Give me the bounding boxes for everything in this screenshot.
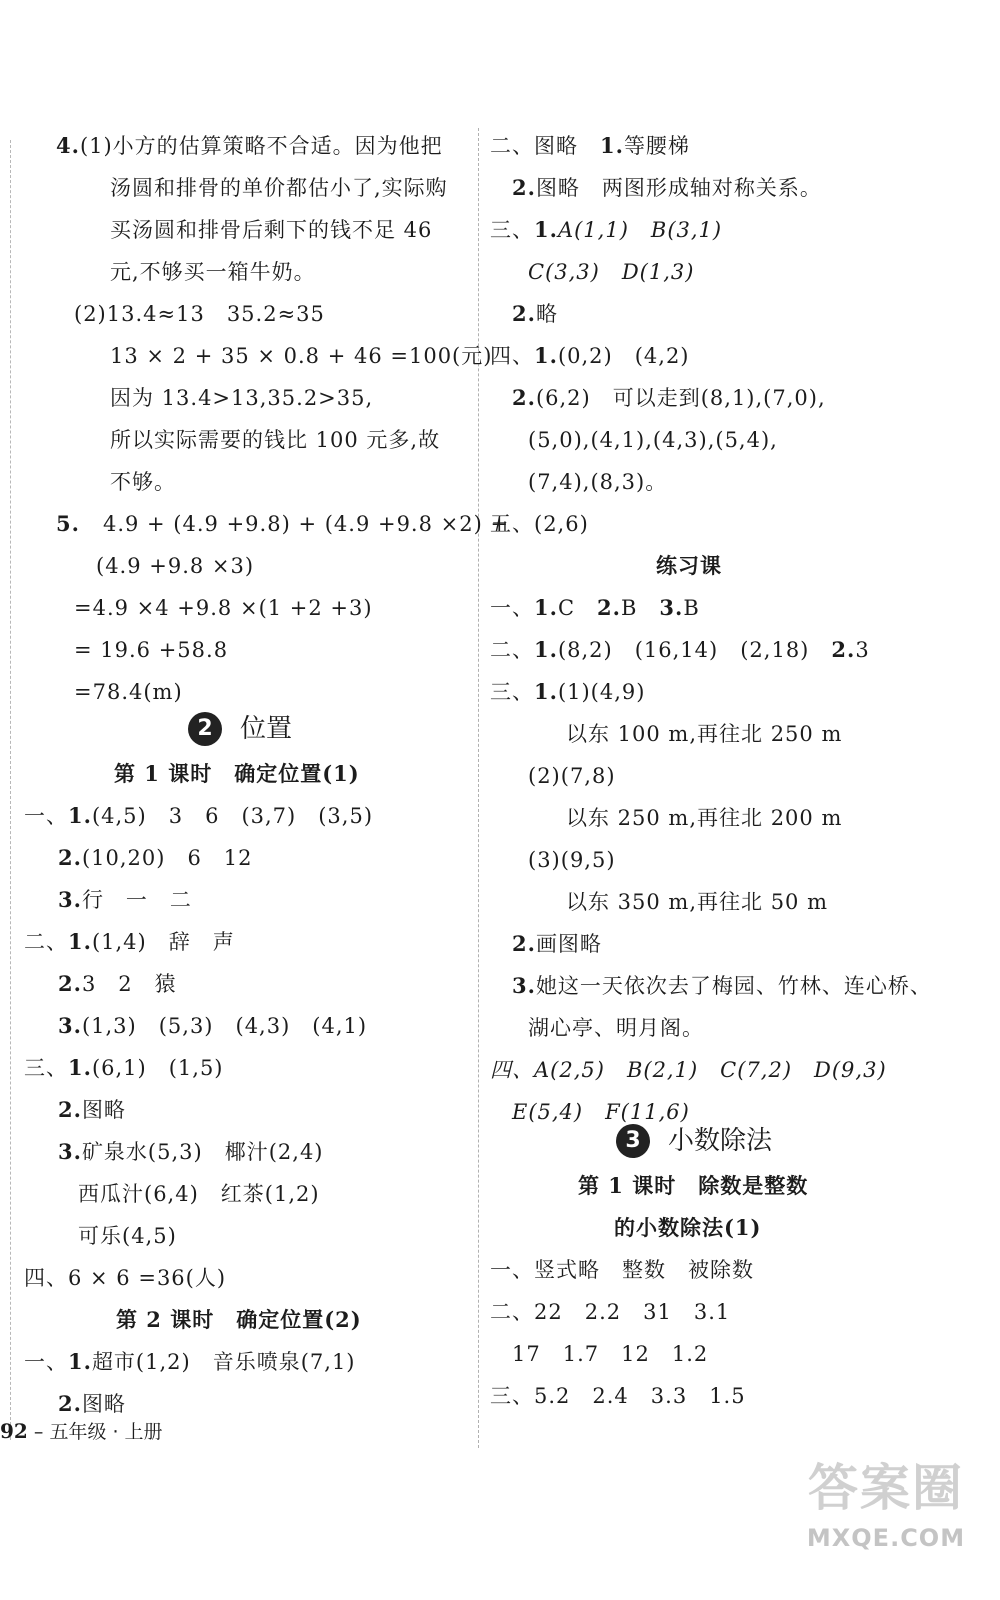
section-3-heading <box>616 1124 772 1158</box>
d-line-3: 17 1.7 12 1.2 <box>512 1342 709 1366</box>
section-2-heading <box>188 712 292 746</box>
l1-line-1: 一、1.(4,5) 3 6 (3,7) (3,5) <box>24 803 374 828</box>
p-line-10: 3.她这一天依次去了梅园、竹林、连心桥、 <box>512 973 932 998</box>
r-line-6: 四、1.(0,2) (4,2) <box>490 343 690 368</box>
lesson-2-title: 第 2 课时 确定位置(2) <box>116 1307 362 1332</box>
practice-title: 练习课 <box>656 553 722 578</box>
l1-line-5: 2.3 2 猿 <box>58 971 177 996</box>
r-line-7: 2.(6,2) 可以走到(8,1),(7,0), <box>512 385 826 410</box>
lesson-3-title-line-1: 第 1 课时 除数是整数 <box>578 1173 809 1198</box>
q4-line-4: 元,不够买一箱牛奶。 <box>110 260 316 284</box>
watermark-url: MXQE.COM <box>806 1524 966 1552</box>
lesson-3-title-line-2: 的小数除法(1) <box>614 1215 762 1240</box>
q4-line-2: 汤圆和排骨的单价都估小了,实际购 <box>110 176 448 200</box>
section-title: 小数除法 <box>668 1126 773 1156</box>
page-number: 92 <box>0 1419 28 1443</box>
l1-line-3: 3.行 一 二 <box>58 887 192 912</box>
d-line-1: 一、竖式略 整数 被除数 <box>490 1258 754 1282</box>
l1-line-7: 三、1.(6,1) (1,5) <box>24 1055 224 1080</box>
d-line-2: 二、22 2.2 31 3.1 <box>490 1300 731 1324</box>
q4-line-6: 13 × 2 + 35 × 0.8 + 46 =100(元) <box>110 344 493 368</box>
margin-dashed-line <box>10 140 11 1440</box>
q5-line-1: 5. 4.9 + (4.9 +9.8) + (4.9 +9.8 ×2) + <box>56 511 510 536</box>
r-line-1: 二、图略 1.等腰梯 <box>490 133 690 158</box>
page-footer <box>0 1418 163 1445</box>
r-line-10: 五、(2,6) <box>490 512 589 536</box>
l1-line-11: 可乐(4,5) <box>78 1224 177 1248</box>
q4-line-8: 所以实际需要的钱比 100 元多,故 <box>110 428 441 452</box>
q4-line-7: 因为 13.4>13,35.2>35, <box>110 386 374 410</box>
q4-line-3: 买汤圆和排骨后剩下的钱不足 46 <box>110 218 433 242</box>
l1-line-2: 2.(10,20) 6 12 <box>58 845 253 870</box>
p-line-9: 2.画图略 <box>512 931 602 956</box>
footer-dash: – <box>33 1421 44 1443</box>
p-line-2: 二、1.(8,2) (16,14) (2,18) 2.3 <box>490 637 870 662</box>
p-line-12: 四、A(2,5) B(2,1) C(7,2) D(9,3) <box>490 1058 887 1082</box>
p-line-4: 以东 100 m,再往北 250 m <box>566 722 843 746</box>
l1-line-6: 3.(1,3) (5,3) (4,3) (4,1) <box>58 1013 368 1038</box>
p-line-6: 以东 250 m,再往北 200 m <box>566 806 843 830</box>
r-line-2: 2.图略 两图形成轴对称关系。 <box>512 175 822 200</box>
r-line-9: (7,4),(8,3)。 <box>528 470 668 494</box>
q5-line-5: =78.4(m) <box>74 680 183 704</box>
l1-line-12: 四、6 × 6 =36(人) <box>24 1266 227 1290</box>
l2-line-1: 一、1.超市(1,2) 音乐喷泉(7,1) <box>24 1349 356 1374</box>
q5-line-4: = 19.6 +58.8 <box>74 638 229 662</box>
r-line-4: C(3,3) D(1,3) <box>528 260 695 284</box>
d-line-4: 三、5.2 2.4 3.3 1.5 <box>490 1384 746 1408</box>
p-line-11: 湖心亭、明月阁。 <box>528 1016 704 1040</box>
column-divider <box>478 128 479 1448</box>
l1-line-9: 3.矿泉水(5,3) 椰汁(2,4) <box>58 1139 324 1164</box>
q4-line-5: (2)13.4≈13 35.2≈35 <box>74 302 325 326</box>
q4-line-9: 不够。 <box>110 470 176 494</box>
l1-line-8: 2.图略 <box>58 1097 126 1122</box>
q4-line-1: 4.(1)小方的估算策略不合适。因为他把 <box>56 133 443 158</box>
q5-line-2: (4.9 +9.8 ×3) <box>96 554 255 578</box>
p-line-8: 以东 350 m,再往北 50 m <box>566 890 829 914</box>
p-line-3: 三、1.(1)(4,9) <box>490 679 646 704</box>
p-line-5: (2)(7,8) <box>528 764 616 788</box>
l2-line-2: 2.图略 <box>58 1391 126 1416</box>
lesson-1-title: 第 1 课时 确定位置(1) <box>114 761 360 786</box>
q5-line-3: =4.9 ×4 +9.8 ×(1 +2 +3) <box>74 596 373 620</box>
watermark-logo <box>796 1452 976 1592</box>
section-title: 位置 <box>240 714 293 744</box>
r-line-8: (5,0),(4,1),(4,3),(5,4), <box>528 428 778 452</box>
section-number-badge: 2 <box>188 712 222 746</box>
p-line-13: E(5,4) F(11,6) <box>512 1100 690 1124</box>
section-number-badge: 3 <box>616 1124 650 1158</box>
p-line-7: (3)(9,5) <box>528 848 616 872</box>
r-line-5: 2.略 <box>512 301 558 326</box>
r-line-3: 三、1.A(1,1) B(3,1) <box>490 217 723 242</box>
l1-line-10: 西瓜汁(6,4) 红茶(1,2) <box>78 1182 320 1206</box>
watermark-logo-text: 答案圈 <box>808 1459 964 1517</box>
footer-grade: 五年级 · 上册 <box>49 1421 163 1443</box>
p-line-1: 一、1.C 2.B 3.B <box>490 595 700 620</box>
l1-line-4: 二、1.(1,4) 辞 声 <box>24 929 235 954</box>
